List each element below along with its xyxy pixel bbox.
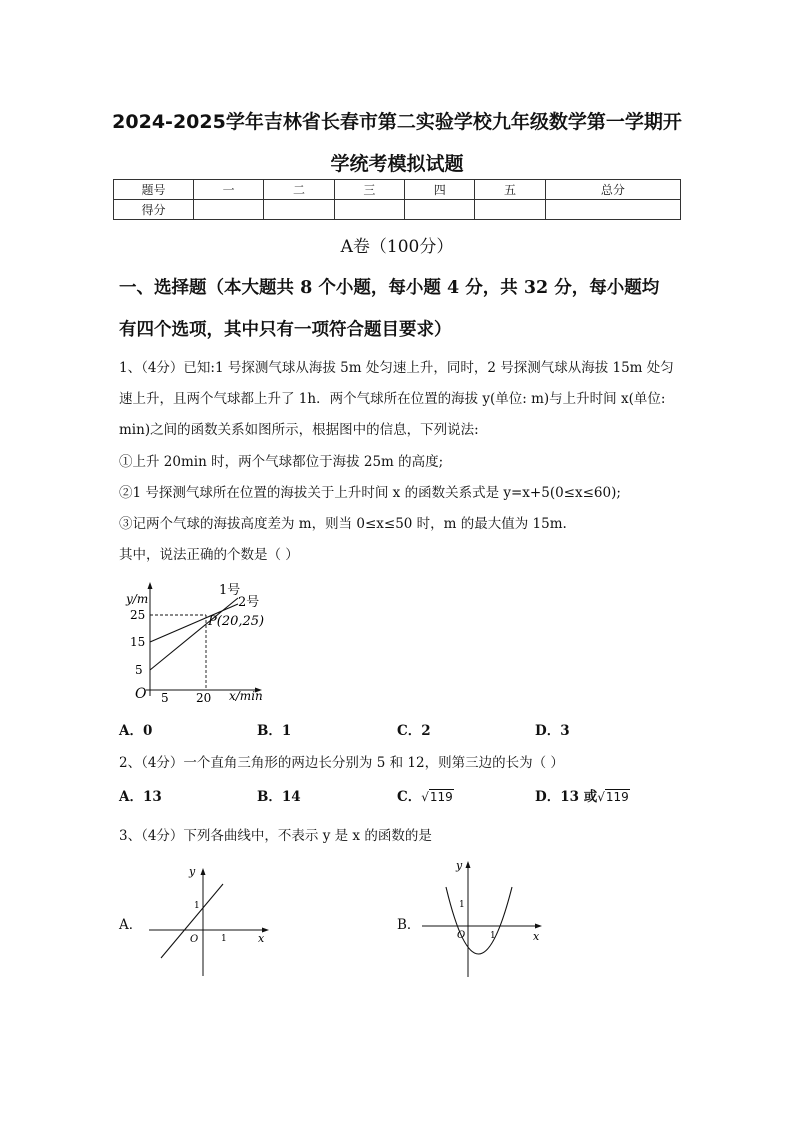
x-axis-label: x/min bbox=[229, 689, 263, 703]
title-line-1: 2024-2025学年吉林省长春市第二实验学校九年级数学第一学期开 bbox=[112, 111, 682, 133]
q1-question: 其中，说法正确的个数是（ ） bbox=[119, 547, 299, 563]
score-cell[interactable] bbox=[334, 200, 404, 220]
x-tick-5: 5 bbox=[161, 691, 169, 705]
q1-statement-1: ①上升 20min 时，两个气球都位于海拔 25m 的高度; bbox=[119, 454, 444, 470]
q2-option-c[interactable] bbox=[397, 785, 454, 805]
score-cell[interactable] bbox=[545, 200, 680, 220]
q1-text-line1: 1、（4分）已知:1 号探测气球从海拔 5m 处匀速上升，同时，2 号探测气球从海拔 15m 处匀 bbox=[119, 360, 674, 376]
score-header-cell: 二 bbox=[264, 180, 334, 200]
score-header-cell: 三 bbox=[334, 180, 404, 200]
q1-statement-3: ③记两个气球的海拔高度差为 m，则当 0≤x≤50 时，m 的最大值为 15m. bbox=[119, 516, 567, 532]
sqrt-symbol: √119 bbox=[597, 790, 629, 804]
score-header-cell: 五 bbox=[475, 180, 545, 200]
q2-option-c-label: C． bbox=[397, 789, 422, 805]
y-tick-1: 1 bbox=[194, 901, 200, 911]
part1-heading-line1: 一、选择题（本大题共 8 个小题，每小题 4 分，共 32 分，每小题均 bbox=[119, 278, 660, 298]
score-header-cell: 一 bbox=[194, 180, 264, 200]
q2-option-d[interactable] bbox=[535, 785, 630, 805]
q2-option-d-label: D．13 或 bbox=[535, 789, 598, 805]
y-axis-arrow-icon bbox=[201, 868, 206, 875]
score-header-cell: 总分 bbox=[545, 180, 680, 200]
q1-text-line3: min)之间的函数关系如图所示，根据图中的信息，下列说法: bbox=[119, 422, 479, 438]
line-2-label: 2号 bbox=[238, 595, 260, 610]
score-cell[interactable] bbox=[194, 200, 264, 220]
score-cell[interactable] bbox=[264, 200, 334, 220]
y-tick-1: 1 bbox=[459, 900, 465, 910]
x-axis-arrow-icon bbox=[535, 924, 542, 929]
x-tick-1: 1 bbox=[490, 931, 496, 941]
x-tick-20: 20 bbox=[196, 691, 212, 705]
score-table bbox=[113, 179, 681, 220]
origin-label: O bbox=[135, 686, 147, 702]
score-header-cell: 题号 bbox=[114, 180, 194, 200]
line-1-label: 1号 bbox=[219, 583, 241, 598]
y-axis-arrow-icon bbox=[466, 861, 471, 868]
q3-option-a-label[interactable]: A． bbox=[119, 917, 143, 933]
q2-option-b[interactable]: B．14 bbox=[257, 789, 301, 805]
straight-line-graph bbox=[161, 884, 223, 958]
q1-statement-2: ②1 号探测气球所在位置的海拔关于上升时间 x 的函数关系式是 y=x+5(0≤x≤60); bbox=[119, 485, 621, 501]
score-cell[interactable] bbox=[405, 200, 475, 220]
y-tick-15: 15 bbox=[130, 635, 146, 649]
score-table-header-row bbox=[114, 180, 681, 200]
x-axis-label: x bbox=[533, 930, 540, 943]
y-axis-label: y bbox=[456, 859, 463, 872]
x-axis-label: x bbox=[258, 932, 265, 945]
q1-text-line2: 速上升，且两个气球都上升了 1h．两个气球所在位置的海拔 y(单位: m)与上升时间 x(单位: bbox=[119, 391, 666, 407]
q1-balloon-graph bbox=[118, 578, 278, 708]
balloon-1-line bbox=[150, 598, 238, 670]
sqrt-symbol: √119 bbox=[421, 790, 453, 804]
y-axis-label: y/m bbox=[126, 592, 149, 606]
parabola-graph bbox=[446, 887, 512, 954]
q3-text: 3、（4分）下列各曲线中，不表示 y 是 x 的函数的是 bbox=[119, 828, 432, 844]
origin-label: O bbox=[457, 930, 466, 941]
q3-graph-a bbox=[145, 858, 275, 983]
y-tick-25: 25 bbox=[130, 608, 146, 622]
score-header-cell: 四 bbox=[405, 180, 475, 200]
q1-option-c[interactable]: C．2 bbox=[397, 723, 431, 739]
section-a-heading: A卷（100分） bbox=[340, 237, 454, 257]
q1-option-a[interactable]: A．0 bbox=[119, 723, 153, 739]
x-tick-1: 1 bbox=[221, 934, 227, 944]
radicand: 119 bbox=[429, 790, 453, 804]
part1-heading-line2: 有四个选项，其中只有一项符合题目要求） bbox=[119, 320, 452, 340]
q1-option-d[interactable]: D．3 bbox=[535, 723, 570, 739]
q2-option-a[interactable]: A．13 bbox=[119, 789, 162, 805]
y-tick-5: 5 bbox=[135, 663, 143, 677]
score-table-score-row bbox=[114, 200, 681, 220]
y-axis-label: y bbox=[189, 865, 196, 878]
q1-option-b[interactable]: B．1 bbox=[257, 723, 292, 739]
title-line-2: 学统考模拟试题 bbox=[330, 153, 464, 175]
origin-label: O bbox=[190, 934, 199, 945]
y-axis-arrow-icon bbox=[148, 582, 153, 589]
radicand: 119 bbox=[605, 790, 629, 804]
q2-text: 2、（4分）一个直角三角形的两边长分别为 5 和 12，则第三边的长为（ ） bbox=[119, 755, 564, 771]
score-cell[interactable] bbox=[475, 200, 545, 220]
score-row-label: 得分 bbox=[114, 200, 194, 220]
point-p-label: P(20,25) bbox=[208, 614, 265, 629]
q3-graph-b bbox=[418, 853, 548, 983]
q3-option-b-label[interactable]: B． bbox=[397, 917, 421, 933]
